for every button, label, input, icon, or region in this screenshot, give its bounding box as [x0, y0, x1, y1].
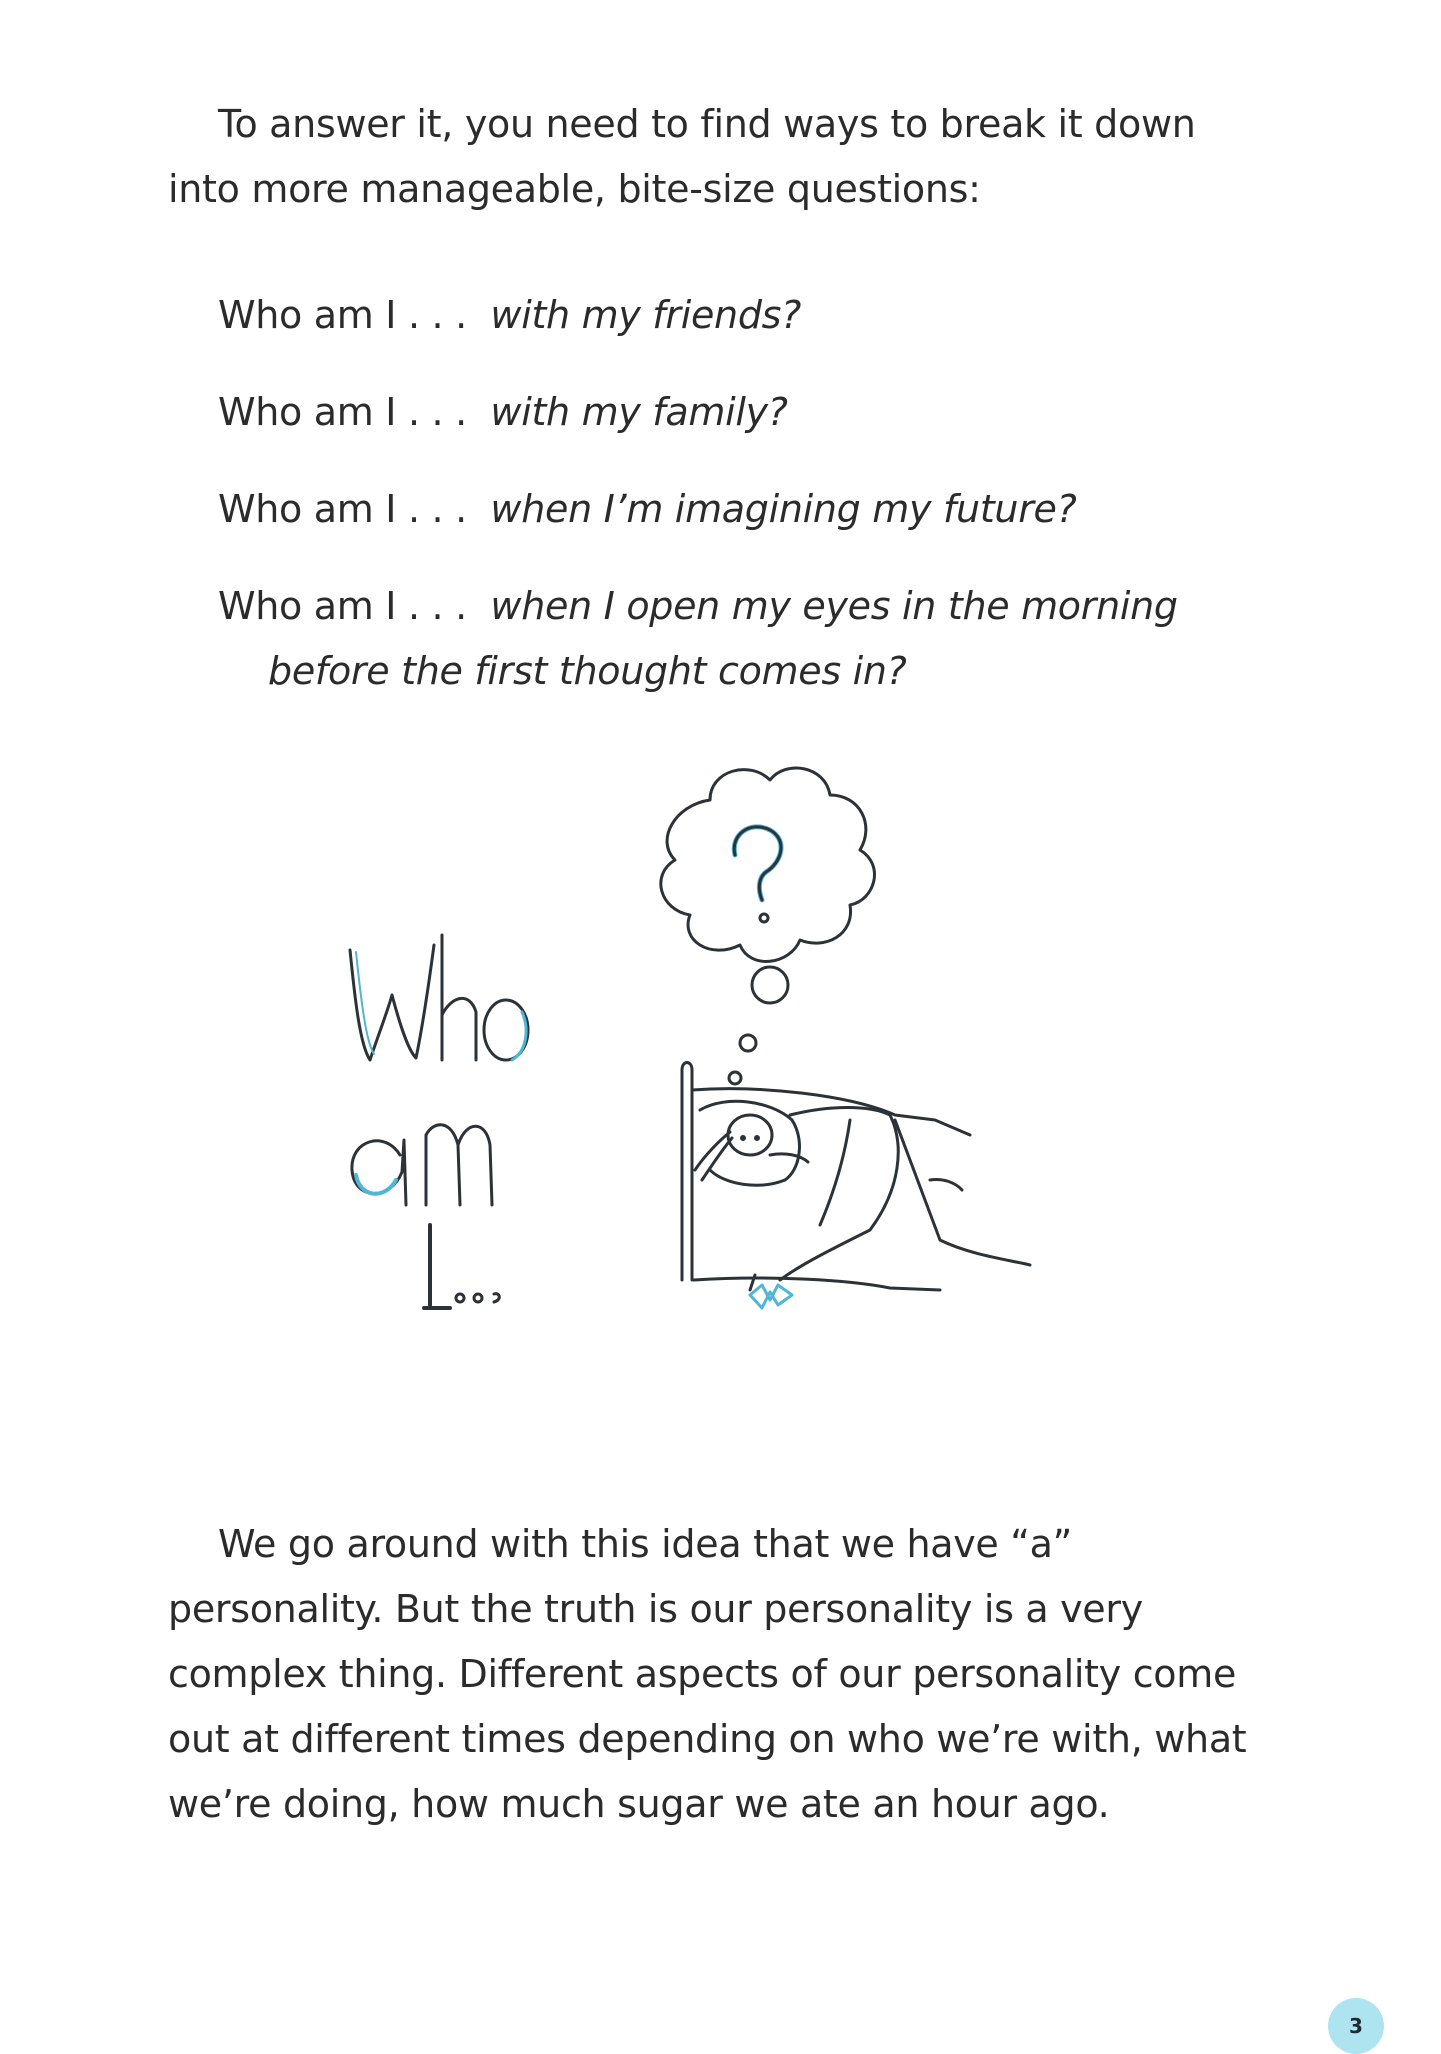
- question-continuation: before the first thought comes in?: [268, 649, 907, 693]
- bed-drawing: [682, 1063, 1030, 1309]
- thought-bubble: [661, 768, 875, 1084]
- handwritten-who-am-i: [350, 935, 528, 1308]
- body-text: We go around with this idea that we have “a” personality. But the truth is our personality is a very complex thing. Different aspects of our personality come out at different times depending on who we’re with, what we’re doing, how much sugar we ate an hour ago.: [168, 1522, 1247, 1826]
- question-text: with my family?: [490, 390, 788, 434]
- page-number-badge: 3: [1328, 1998, 1384, 2054]
- question-list: [218, 283, 1318, 736]
- intro-text: To answer it, you need to find ways to break it down into more manageable, bite-size questions:: [168, 102, 1196, 211]
- question-lead: Who am I . . .: [218, 487, 467, 531]
- question-text: when I open my eyes in the morning: [490, 584, 1178, 628]
- question-lead: Who am I . . .: [218, 390, 467, 434]
- intro-paragraph: [168, 92, 1268, 222]
- question-item: [218, 477, 1318, 542]
- body-paragraph: [168, 1512, 1268, 1837]
- question-item: [218, 574, 1318, 704]
- question-item: [218, 380, 1318, 445]
- question-lead: Who am I . . .: [218, 584, 467, 628]
- question-lead: Who am I . . .: [218, 293, 467, 337]
- question-text: with my friends?: [490, 293, 802, 337]
- girl-in-bed-illustration: [330, 760, 1130, 1370]
- question-item: [218, 283, 1318, 348]
- question-text: when I’m imagining my future?: [490, 487, 1077, 531]
